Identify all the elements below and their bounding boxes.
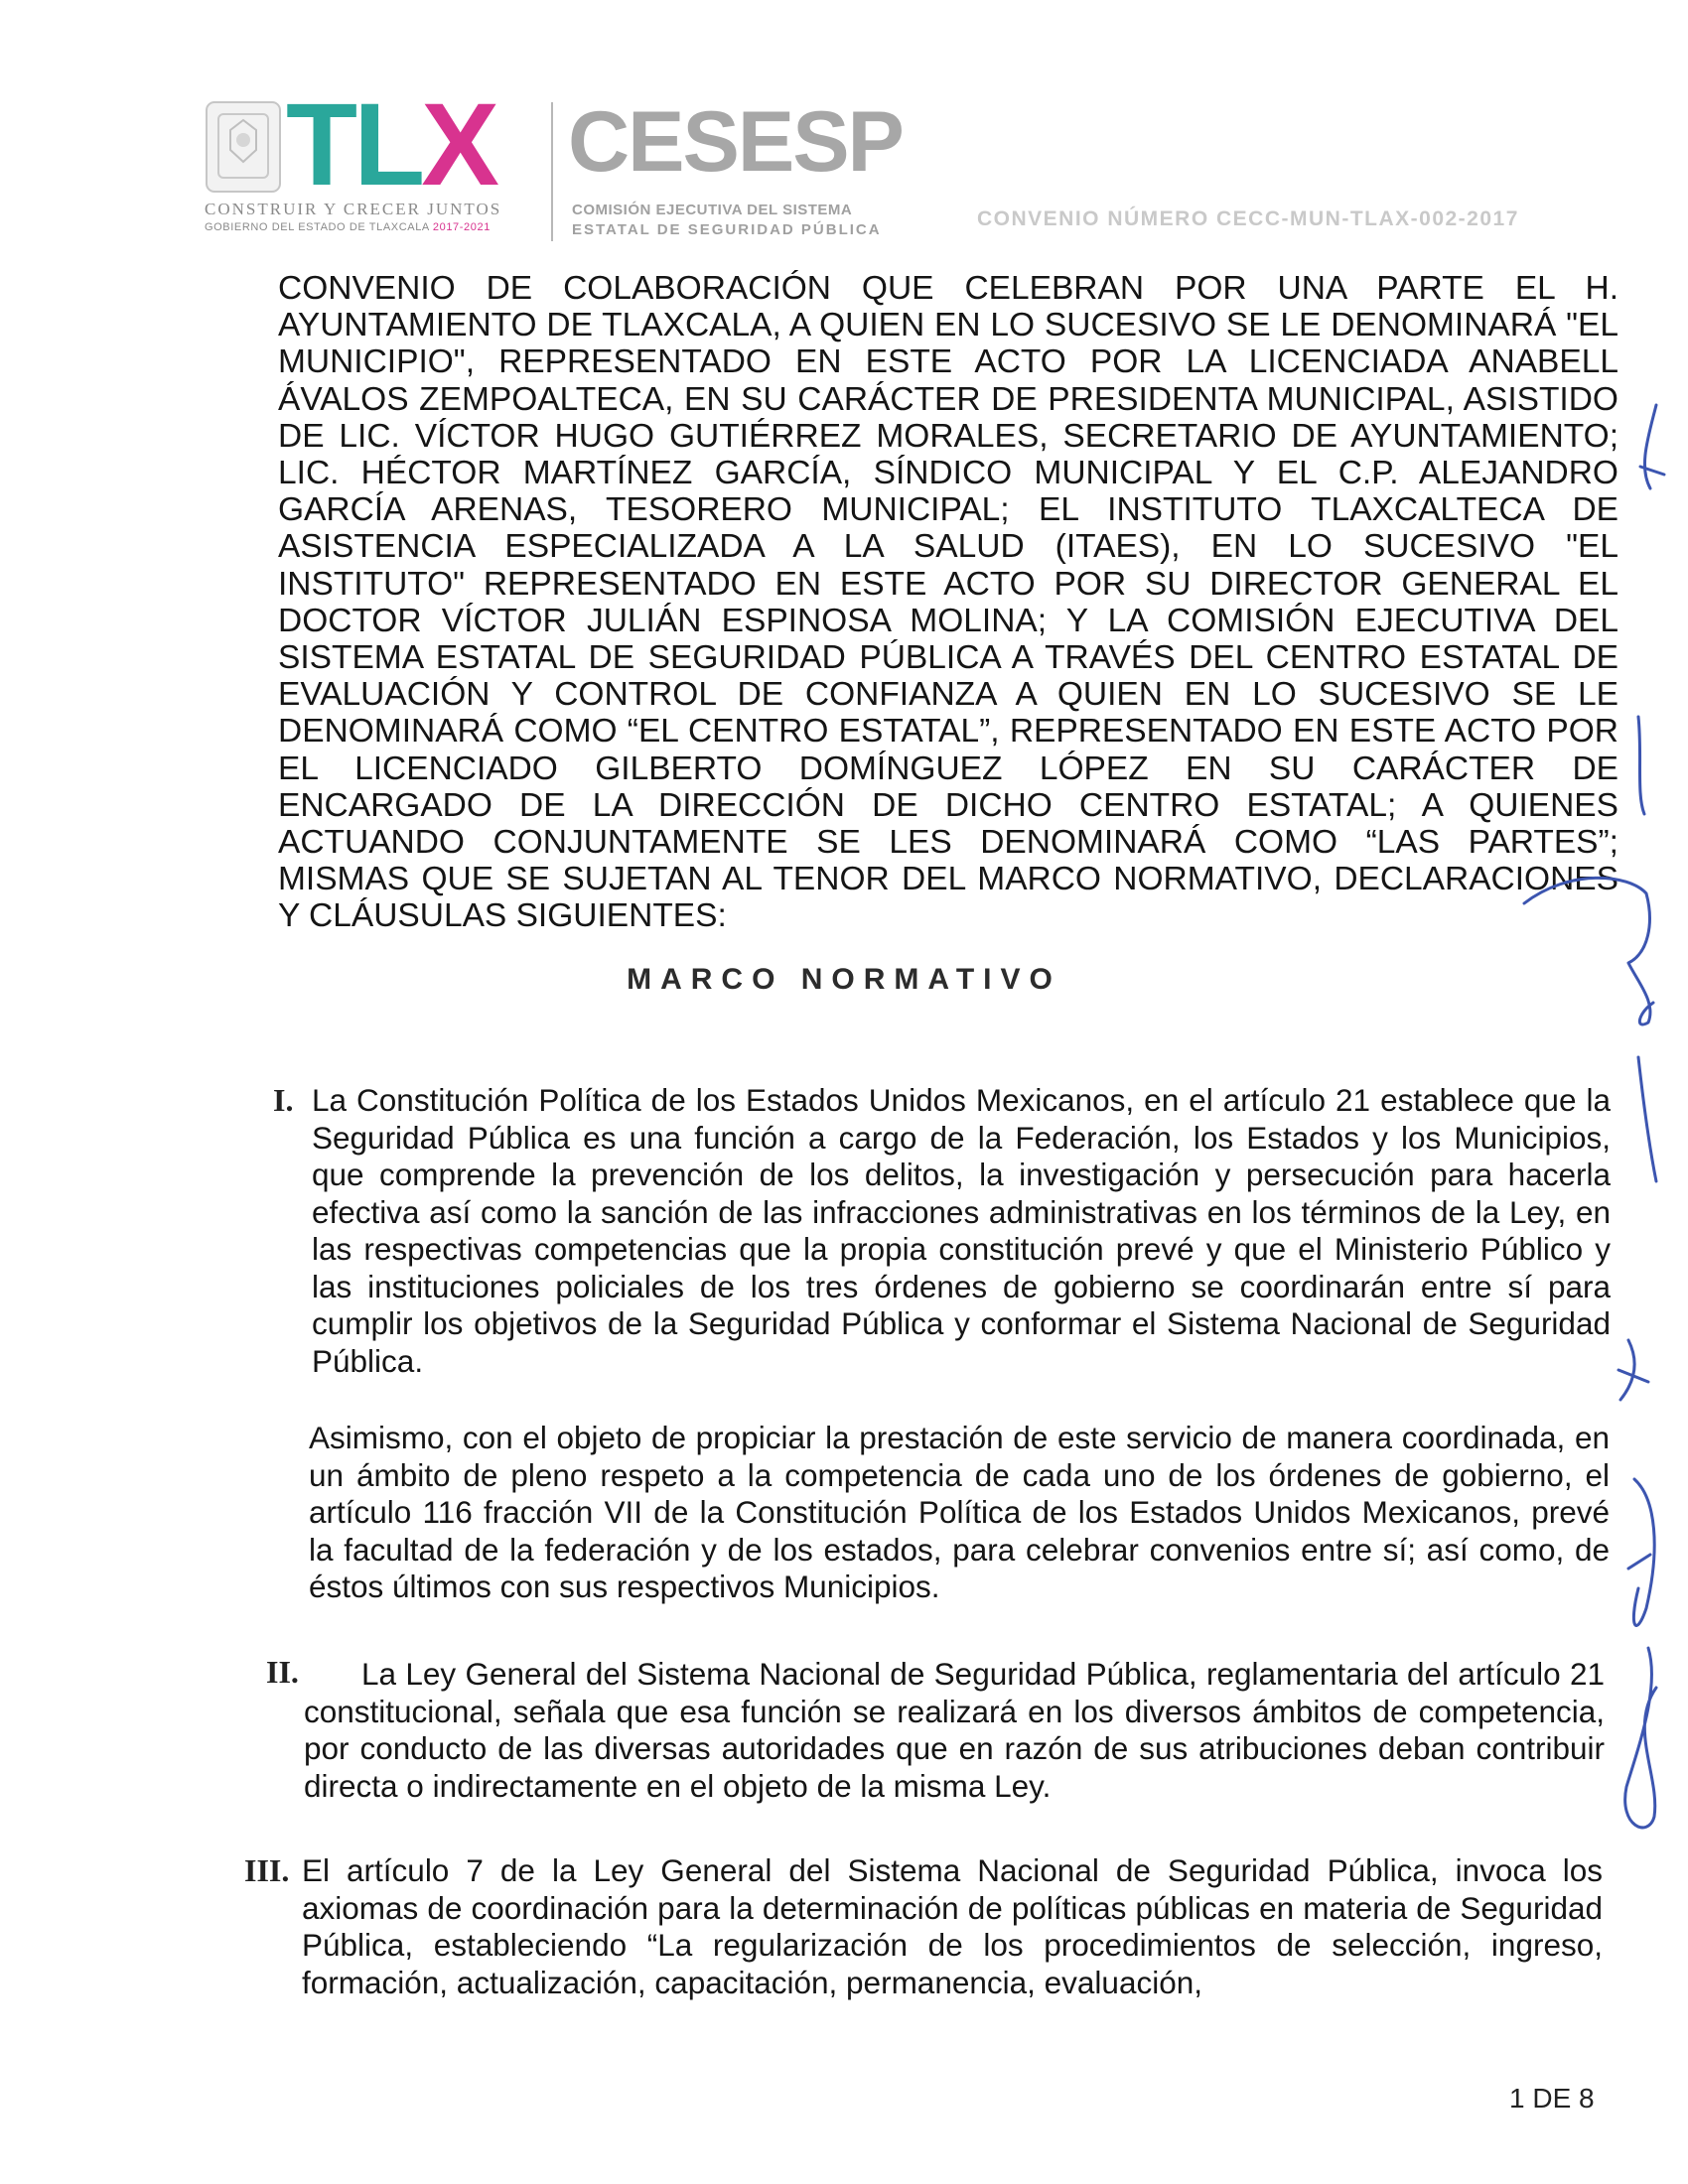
- tlx-logo: TLX: [286, 79, 495, 210]
- signature-mark: [1638, 717, 1644, 814]
- item-paragraph: Asimismo, con el objeto de propiciar la prestación de este servicio de manera coordinada, en un ámbito de pleno respeto a la competencia de cada uno de los órdenes de gobierno, el artículo 116 fracción VII de la Constitución Política de los Estados Unidos Mexicanos, prevé la facultad de la federación y de los estados, para celebrar convenios entre sí; así como, de éstos últimos con sus respectivos Municipios.: [309, 1420, 1610, 1604]
- slogan: CONSTRUIR Y CRECER JUNTOS: [205, 200, 502, 218]
- logo-divider: [551, 102, 553, 241]
- page-number: 1 DE 8: [1509, 2083, 1595, 2114]
- agreement-preamble: CONVENIO DE COLABORACIÓN QUE CELEBRAN POR UNA PARTE EL H. AYUNTAMIENTO DE TLAXCALA, A QUIEN EN LO SUCESIVO SE LE DENOMINARÁ "EL MUNICIPIO", REPRESENTADO EN ESTE ACTO POR LA LICENCIADA ANABELL ÁVALOS ZEMPOALTECA, EN SU CARÁCTER DE PRESIDENTA MUNICIPAL, ASISTIDO DE LIC. VÍCTOR HUGO GUTIÉRREZ MORALES, SECRETARIO DE AYUNTAMIENTO; LIC. HÉCTOR MARTÍNEZ GARCÍA, SÍNDICO MUNICIPAL Y EL C.P. ALEJANDRO GARCÍA ARENAS, TESORERO MUNICIPAL; EL INSTITUTO TLAXCALTECA DE ASISTENCIA ESPECIALIZADA A LA SALUD (ITAES), EN LO SUCESIVO "EL INSTITUTO" REPRESENTADO EN ESTE ACTO POR SU DIRECTOR GENERAL EL DOCTOR VÍCTOR JULIÁN ESPINOSA MOLINA; Y LA COMISIÓN EJECUTIVA DEL SISTEMA ESTATAL DE SEGURIDAD PÚBLICA A TRAVÉS DEL CENTRO ESTATAL DE EVALUACIÓN Y CONTROL DE CONFIANZA A QUIEN EN LO SUCESIVO SE LE DENOMINARÁ COMO “EL CENTRO ESTATAL”, REPRESENTADO EN ESTE ACTO POR EL LICENCIADO GILBERTO DOMÍNGUEZ LÓPEZ EN SU CARÁCTER DE ENCARGADO DE LA DIRECCIÓN DE DICHO CENTRO ESTATAL; A QUIENES ACTUANDO CONJUNTAMENTE SE LES DENOMINARÁ COMO “LAS PARTES”; MISMAS QUE SE SUJETAN AL TENOR DEL MARCO NORMATIVO, DECLARACIONES Y CLÁUSULAS SIGUIENTES:: [278, 270, 1618, 935]
- agency-name-line1: COMISIÓN EJECUTIVA DEL SISTEMA: [572, 202, 853, 218]
- item-paragraph: La Constitución Política de los Estados Unidos Mexicanos, en el artículo 21 establece que la Seguridad Pública es una función a cargo de la Federación, los Estados y los Municipios, que comprende la prevención de los delitos, la investigación y persecución para hacerla efectiva así como la sanción de las infracciones administrativas en los términos de la Ley, en las respectivas competencias que la propia constitución prevé y que el Ministerio Público y las instituciones policiales de los tres órdenes de gobierno se coordinarán entre sí para cumplir los objetivos de la Seguridad Pública y conformar el Sistema Nacional de Seguridad Pública.: [312, 1082, 1611, 1379]
- signature-mark: [1625, 1648, 1656, 1828]
- signature-mark: [1640, 405, 1664, 488]
- government-label: GOBIERNO DEL ESTADO DE TLAXCALA 2017-2021: [205, 221, 491, 233]
- agency-name-line2: ESTATAL DE SEGURIDAD PÚBLICA: [572, 221, 882, 238]
- signature-mark: [1628, 1479, 1654, 1625]
- signature-mark: [1618, 1340, 1648, 1400]
- item-number: II.: [266, 1654, 299, 1690]
- item-paragraph: El artículo 7 de la Ley General del Sistema Nacional de Seguridad Pública, invoca los axiomas de coordinación para la determinación de políticas públicas en materia de Seguridad Pública, estableciendo “La regularización de los procedimientos de selección, ingreso, formación, actualización, capacitación, permanencia, evaluación,: [302, 1852, 1603, 2000]
- cesesp-logo: CESESP: [568, 94, 903, 190]
- letterhead: [199, 79, 1628, 253]
- item-paragraph: La Ley General del Sistema Nacional de Seguridad Pública, reglamentaria del artículo 21 constitucional, señala que esa función se realizará en los diversos ámbitos de competencia, por conducto de las diversas autoridades que en razón de sus atribuciones deban contribuir directa o indirectamente en el objeto de la misma Ley.: [304, 1656, 1605, 1804]
- state-crest-icon: [205, 100, 282, 194]
- section-title: MARCO NORMATIVO: [627, 963, 1061, 996]
- item-number: I.: [273, 1082, 294, 1118]
- signature-mark: [1638, 1057, 1656, 1181]
- item-number: III.: [244, 1852, 290, 1888]
- agreement-number: CONVENIO NÚMERO CECC-MUN-TLAX-002-2017: [977, 207, 1519, 230]
